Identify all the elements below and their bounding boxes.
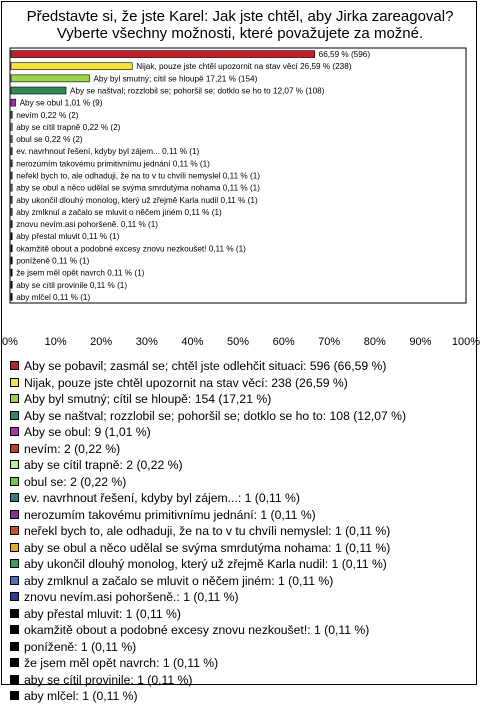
bar-21 <box>11 293 12 300</box>
legend-entry-11 <box>10 523 475 540</box>
legend-swatch-18 <box>10 642 19 651</box>
legend-label-14: aby zmlknul a začalo se mluvit o něčem jiném: 1 (0,11 %) <box>24 573 334 588</box>
legend-swatch-2 <box>10 378 19 387</box>
legend-swatch-6 <box>10 444 19 453</box>
legend-swatch-9 <box>10 493 19 502</box>
bar-18 <box>11 257 12 264</box>
bar-label-13: aby ukončil dlouhý monolog, který už zřejmě Karla nudil 0,11 % (1) <box>16 195 258 205</box>
legend-swatch-20 <box>10 675 19 684</box>
bar-label-15: znovu nevím.asi pohoršeně. 0,11 % (1) <box>16 220 159 230</box>
legend-label-8: obul se: 2 (0,22 %) <box>24 474 127 489</box>
legend-swatch-1 <box>10 361 19 370</box>
x-tick-label-3: 30% <box>135 336 158 348</box>
legend-label-17: okamžitě obout a podobné excesy znovu nezkoušet!: 1 (0,11 %) <box>24 623 370 637</box>
legend-swatch-13 <box>10 559 19 568</box>
x-tick-label-2: 20% <box>90 336 113 348</box>
legend-entry-13 <box>10 556 475 573</box>
x-tick-label-7: 70% <box>318 336 341 348</box>
bar-6 <box>11 111 12 118</box>
bar-1 <box>11 51 315 58</box>
legend-swatch-17 <box>10 625 19 634</box>
legend-swatch-7 <box>10 460 19 469</box>
legend-swatch-12 <box>10 543 19 552</box>
legend-label-6: nevím: 2 (0,22 %) <box>24 441 121 456</box>
legend-swatch-19 <box>10 658 19 667</box>
legend-label-19: že jsem měl opět navrch: 1 (0,11 %) <box>24 656 219 670</box>
legend-swatch-15 <box>10 592 19 601</box>
legend-entry-3 <box>10 391 475 408</box>
legend-entry-15 <box>10 589 475 606</box>
bar-label-20: aby se cítil provinile 0,11 % (1) <box>16 280 128 290</box>
bar-2 <box>11 63 132 70</box>
legend-label-15: znovu nevím.asi pohoršeně.: 1 (0,11 %) <box>24 590 239 604</box>
legend-entry-1 <box>10 358 475 375</box>
legend-swatch-14 <box>10 576 19 585</box>
legend-label-11: neřekl bych to, ale odhaduji, že na to v tu chvíli nemyslel: 1 (0,11 %) <box>24 524 391 538</box>
legend-entry-5 <box>10 424 475 441</box>
bar-15 <box>11 221 12 228</box>
bar-label-12: aby se obul a něco udělal se svýma smrdutýma nohama 0,11 % (1) <box>16 183 260 193</box>
legend-swatch-5 <box>10 427 19 436</box>
bar-label-9: ev. navrhnout řešení, kdyby byl zájem... 0,11 % (1) <box>16 147 200 157</box>
bar-10 <box>11 160 12 167</box>
legend-label-2: Nijak, pouze jste chtěl upozornit na stav věcí: 238 (26,59 %) <box>24 375 348 390</box>
bar-label-3: Aby byl smutný; cítil se hloupě 17,21 % (154) <box>93 74 258 84</box>
legend-swatch-21 <box>10 691 19 700</box>
bar-label-7: aby se cítil trapně 0,22 % (2) <box>16 122 121 132</box>
legend-swatch-8 <box>10 477 19 486</box>
x-tick-label-9: 90% <box>409 336 432 348</box>
bar-4 <box>11 87 66 94</box>
bar-7 <box>11 123 12 130</box>
bar-label-11: neřekl bych to, ale odhaduji, že na to v tu chvíli nemyslel 0,11 % (1) <box>16 171 260 181</box>
legend-entry-16 <box>10 606 475 623</box>
legend-label-16: aby přestal mluvit: 1 (0,11 %) <box>24 606 181 621</box>
bar-label-17: okamžitě obout a podobné excesy znovu nezkoušet! 0,11 % (1) <box>16 244 246 254</box>
bar-19 <box>11 269 12 276</box>
chart-title-line-1: Představte si, že jste Karel: Jak jste chtěl, aby Jirka zareagoval? <box>26 8 454 25</box>
bar-17 <box>11 245 12 252</box>
x-tick-label-10: 100% <box>451 336 480 348</box>
x-tick-label-0: 0% <box>2 336 18 348</box>
legend-label-9: ev. navrhnout řešení, kdyby byl zájem...: 1 (0,11 %) <box>24 491 300 505</box>
legend-label-21: aby mlčel: 1 (0,11 %) <box>24 689 138 703</box>
bar-label-1: 66,59 % (596) <box>318 50 371 60</box>
chart-title-line-2: Vyberte všechny možnosti, které považujete za možné. <box>56 25 424 42</box>
legend-entry-19 <box>10 655 475 672</box>
bar-label-2: Nijak, pouze jste chtěl upozornit na stav věcí 26,59 % (238) <box>136 62 352 72</box>
bar-11 <box>11 172 12 179</box>
legend-entry-18 <box>10 639 475 656</box>
legend-label-1: Aby se pobavil; zasmál se; chtěl jste odlehčit situaci: 596 (66,59 %) <box>24 359 387 373</box>
bar-14 <box>11 208 12 215</box>
legend-entry-14 <box>10 573 475 590</box>
legend-entry-7 <box>10 457 475 474</box>
legend-entry-10 <box>10 507 475 524</box>
legend-swatch-11 <box>10 526 19 535</box>
legend-label-4: Aby se naštval; rozzlobil se; pohoršil se; dotklo se ho to: 108 (12,07 %) <box>24 408 407 423</box>
legend-swatch-16 <box>10 609 19 618</box>
bar-12 <box>11 184 12 191</box>
bar-5 <box>11 99 16 106</box>
legend-label-12: aby se obul a něco udělal se svýma smrdutýma nohama: 1 (0,11 %) <box>24 540 391 555</box>
legend-label-18: poníženě: 1 (0,11 %) <box>24 639 137 654</box>
legend-label-13: aby ukončil dlouhý monolog, který už zřejmě Karla nudil: 1 (0,11 %) <box>24 557 387 571</box>
bar-3 <box>11 75 89 82</box>
bar-label-4: Aby se naštval; rozzlobil se; pohoršil se; dotklo se ho to 12,07 % (108) <box>70 86 325 96</box>
bar-label-8: obul se 0,22 % (2) <box>16 135 83 145</box>
bar-label-6: nevím 0,22 % (2) <box>16 110 79 120</box>
legend-swatch-4 <box>10 411 19 420</box>
chart-legend <box>10 358 475 705</box>
bar-13 <box>11 196 12 203</box>
bar-chart-plot <box>0 0 480 350</box>
bar-label-21: aby mlčel 0,11 % (1) <box>16 292 91 302</box>
bar-9 <box>11 148 12 155</box>
x-tick-label-5: 50% <box>226 336 250 348</box>
x-tick-label-4: 40% <box>181 336 204 348</box>
bar-8 <box>11 136 12 143</box>
legend-label-5: Aby se obul: 9 (1,01 %) <box>24 425 151 439</box>
x-tick-label-8: 80% <box>363 336 386 348</box>
bar-label-18: poníženě 0,11 % (1) <box>16 256 90 266</box>
legend-entry-9 <box>10 490 475 507</box>
legend-swatch-3 <box>10 394 19 403</box>
bar-label-5: Aby se obul 1,01 % (9) <box>19 98 103 108</box>
legend-label-3: Aby byl smutný; cítil se hloupě: 154 (17,21 %) <box>24 392 272 406</box>
legend-label-20: aby se cítil provinile: 1 (0,11 %) <box>24 672 193 687</box>
legend-entry-21 <box>10 688 475 705</box>
legend-entry-20 <box>10 672 475 689</box>
legend-swatch-10 <box>10 510 19 519</box>
bar-label-19: že jsem měl opět navrch 0,11 % (1) <box>16 268 145 278</box>
x-tick-label-1: 10% <box>44 336 67 348</box>
bar-20 <box>11 281 12 288</box>
legend-entry-17 <box>10 622 475 639</box>
bar-16 <box>11 233 12 240</box>
legend-label-7: aby se cítil trapně: 2 (0,22 %) <box>24 458 183 472</box>
bar-label-16: aby přestal mluvit 0,11 % (1) <box>16 232 120 242</box>
legend-entry-2 <box>10 375 475 392</box>
legend-entry-6 <box>10 441 475 458</box>
legend-entry-4 <box>10 408 475 425</box>
legend-entry-8 <box>10 474 475 491</box>
legend-label-10: nerozumím takovému primitivnímu jednání: 1 (0,11 %) <box>24 507 316 522</box>
bar-label-14: aby zmlknul a začalo se mluvit o něčem jiném 0,11 % (1) <box>16 207 222 217</box>
legend-entry-12 <box>10 540 475 557</box>
bar-label-10: nerozumím takovému primitivnímu jednání 0,11 % (1) <box>16 159 210 169</box>
x-tick-label-6: 60% <box>272 336 295 348</box>
